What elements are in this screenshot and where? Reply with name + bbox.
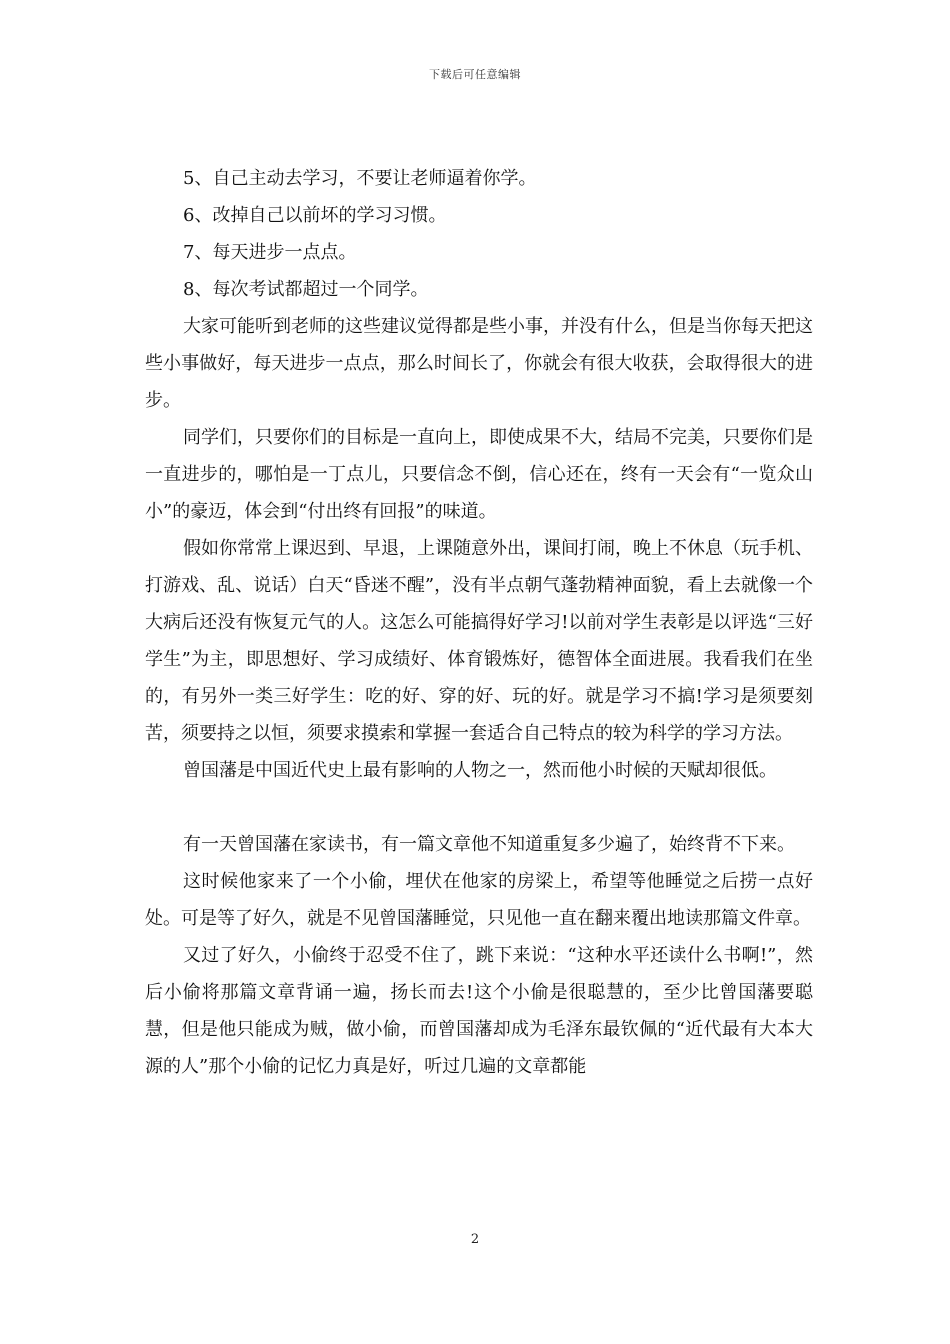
paragraph: 曾国藩是中国近代史上最有影响的人物之一，然而他小时候的天赋却很低。	[183, 760, 777, 781]
paragraph: 有一天曾国藩在家读书，有一篇文章他不知道重复多少遍了，始终背不下来。	[183, 834, 795, 855]
paragraph: 又过了好久，小偷终于忍受不住了，跳下来说：“这种水平还读什么书啊!”，然后小偷将那篇文章背诵一遍，扬长而去!这个小偷是很聪慧的，至少比曾国藩要聪慧，但是他只能成为贼，做小偷，而曾国藩却成为毛泽东最钦佩的“近代最有大本大源的人”那个小偷的记忆力真是好，听过几遍的文章都能	[145, 945, 813, 1077]
page-number: 2	[470, 1232, 480, 1247]
list-item: 7、每天进步一点点。	[183, 242, 357, 263]
page-header: 下载后可任意编辑	[429, 68, 521, 81]
document-body	[145, 160, 813, 1085]
paragraph: 假如你常常上课迟到、早退，上课随意外出，课间打闹，晚上不休息（玩手机、打游戏、乱、说话）白天“昏迷不醒”，没有半点朝气蓬勃精神面貌，看上去就像一个大病后还没有恢复元气的人。这怎么可能搞得好学习!以前对学生表彰是以评选“三好学生”为主，即思想好、学习成绩好、体育锻炼好，德智体全面进展。我看我们在坐的，有另外一类三好学生：吃的好、穿的好、玩的好。就是学习不搞!学习是须要刻苦，须要持之以恒，须要求摸索和掌握一套适合自己特点的较为科学的学习方法。	[145, 538, 813, 744]
list-item: 8、每次考试都超过一个同学。	[183, 279, 429, 300]
list-item: 6、改掉自己以前坏的学习习惯。	[183, 205, 447, 226]
list-item: 5、自己主动去学习，不要让老师逼着你学。	[183, 168, 537, 189]
paragraph: 同学们，只要你们的目标是一直向上，即使成果不大，结局不完美，只要你们是一直进步的，哪怕是一丁点儿，只要信念不倒，信心还在，终有一天会有“一览众山小”的豪迈，体会到“付出终有回报”的味道。	[145, 427, 813, 522]
paragraph: 这时候他家来了一个小偷，埋伏在他家的房梁上，希望等他睡觉之后捞一点好处。可是等了好久，就是不见曾国藩睡觉，只见他一直在翻来覆出地读那篇文件章。	[145, 871, 813, 929]
paragraph: 大家可能听到老师的这些建议觉得都是些小事，并没有什么，但是当你每天把这些小事做好，每天进步一点点，那么时间长了，你就会有很大收获，会取得很大的进步。	[145, 316, 813, 411]
